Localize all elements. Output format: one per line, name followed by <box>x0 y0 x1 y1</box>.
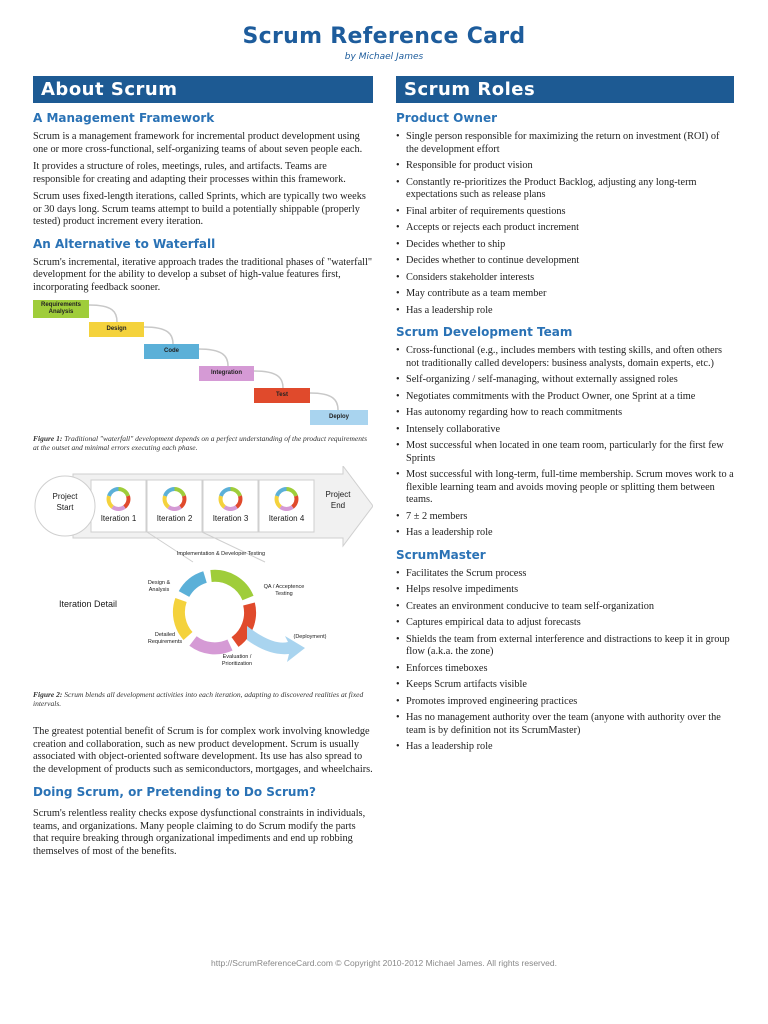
figure-1-text: Traditional "waterfall" development depends on a perfect understanding of the product requirements at the outset and minimal errors executing each phase. <box>33 434 367 452</box>
waterfall-heading: An Alternative to Waterfall <box>33 236 216 251</box>
footer-copyright: http://ScrumReferenceCard.com © Copyright 2010-2012 Michael James. All rights reserved. <box>211 958 557 968</box>
project-end-label: Project End <box>325 490 351 510</box>
figure-2-label: Figure 2: <box>33 690 63 699</box>
cycle-label-deployment: (Deployment) <box>293 634 327 640</box>
list-item: • Single person responsible for maximizing the return on investment (ROI) of the development effort <box>396 131 734 156</box>
list-item: • Considers stakeholder interests <box>396 272 734 285</box>
product-owner-heading: Product Owner <box>396 111 498 125</box>
cycle-label-design: Design & Analysis <box>147 580 171 593</box>
about-scrum-banner: About Scrum <box>33 76 373 103</box>
list-item: • Has autonomy regarding how to reach commitments <box>396 407 734 420</box>
figure-2-caption <box>33 690 373 708</box>
list-item: • May contribute as a team member <box>396 288 734 301</box>
paragraph: It provides a structure of roles, meetings, rules, and artifacts. Teams are responsible for creating and adapting their processes within this framework. <box>33 161 346 185</box>
paragraph: Scrum uses fixed-length iterations, called Sprints, which are typically two weeks or 30 days long. Scrum teams attempt to build a potentially shippable (properly tested) product increment every iteration. <box>33 191 366 227</box>
waterfall-step-integration: Integration <box>199 366 254 381</box>
iteration-3-label: Iteration 3 <box>212 514 249 523</box>
list-item: • Captures empirical data to adjust forecasts <box>396 617 734 630</box>
list-item: • Promotes improved engineering practices <box>396 696 734 709</box>
waterfall-step-deploy: Deploy <box>310 410 368 425</box>
list-item: • Negotiates commitments with the Product Owner, one Sprint at a time <box>396 391 734 404</box>
list-item: • Self-organizing / self-managing, without externally assigned roles <box>396 374 734 387</box>
list-item: • Most successful when located in one team room, particularly for the first few Sprints <box>396 440 734 465</box>
development-team-list <box>396 345 734 540</box>
list-item: • Helps resolve impediments <box>396 584 734 597</box>
doing-scrum-heading: Doing Scrum, or Pretending to Do Scrum? <box>33 785 316 799</box>
cycle-label-qa: QA / Acceptence Testing <box>263 584 305 597</box>
list-item: • 7 ± 2 members <box>396 511 734 524</box>
list-item: • Enforces timeboxes <box>396 663 734 676</box>
list-item: • Cross-functional (e.g., includes members with testing skills, and often others not traditionally called developers: business analysts, domain experts, etc.) <box>396 345 734 370</box>
figure-2-text: Scrum blends all development activities into each iteration, adapting to discovered realities at fixed intervals. <box>33 690 364 708</box>
scrummaster-list <box>396 568 734 754</box>
iteration-1-label: Iteration 1 <box>100 514 137 523</box>
waterfall-step-requirements: Requirements Analysis <box>33 300 89 318</box>
management-framework-heading: A Management Framework <box>33 111 215 125</box>
waterfall-step-design: Design <box>89 322 144 337</box>
development-team-heading: Scrum Development Team <box>396 325 573 339</box>
waterfall-figure <box>33 300 373 428</box>
list-item: • Creates an environment conducive to team self-organization <box>396 601 734 614</box>
list-item: • Decides whether to ship <box>396 239 734 252</box>
list-item: • Has a leadership role <box>396 741 734 754</box>
figure-1-label: Figure 1: <box>33 434 63 443</box>
list-item: • Decides whether to continue development <box>396 255 734 268</box>
iterative-figure <box>33 466 373 688</box>
scrum-roles-column <box>396 76 734 758</box>
page-title: Scrum Reference Card <box>242 24 526 49</box>
list-item: • Has a leadership role <box>396 527 734 540</box>
product-owner-list <box>396 131 734 317</box>
list-item: • Has a leadership role <box>396 305 734 318</box>
list-item: • Shields the team from external interference and distractions to keep it in group flow (a.k.a. the zone) <box>396 634 734 659</box>
scrum-roles-banner: Scrum Roles <box>396 76 734 103</box>
list-item: • Has no management authority over the team (anyone with authority over the team is by definition not its ScrumMaster) <box>396 712 734 737</box>
paragraph: Scrum is a management framework for incremental product development using one or more cross-functional, self-organizing teams of about seven people each. <box>33 131 363 155</box>
list-item: • Constantly re-prioritizes the Product Backlog, adjusting any long-term expectations such as release plans <box>396 177 734 202</box>
byline: by Michael James <box>344 52 424 62</box>
paragraph: The greatest potential benefit of Scrum is for complex work involving knowledge creation and collaboration, such as new product development. Scrum is usually associated with object-oriented software development. Its use has also spread to the development of products such as semiconductors, mortgages, and wheelchairs. <box>33 726 373 775</box>
waterfall-arrows <box>33 300 373 428</box>
cycle-label-requirements: Detailed Requirements <box>147 632 183 645</box>
list-item: • Accepts or rejects each product increment <box>396 222 734 235</box>
waterfall-step-test: Test <box>254 388 310 403</box>
figure-1-caption <box>33 434 373 452</box>
cycle-label-implementation: Implementation & Developer Testing <box>176 551 266 557</box>
list-item: • Facilitates the Scrum process <box>396 568 734 581</box>
iteration-2-label: Iteration 2 <box>156 514 193 523</box>
list-item: • Intensely collaborative <box>396 424 734 437</box>
waterfall-step-code: Code <box>144 344 199 359</box>
list-item: • Keeps Scrum artifacts visible <box>396 679 734 692</box>
list-item: • Responsible for product vision <box>396 160 734 173</box>
cycle-label-evaluation: Evaluation / Prioritization <box>221 654 253 667</box>
project-start-label: Project Start <box>52 492 78 512</box>
iteration-4-label: Iteration 4 <box>268 514 305 523</box>
paragraph: Scrum's relentless reality checks expose dysfunctional constraints in individuals, teams, and organizations. Many people claiming to do Scrum modify the parts that require breaking through organizational impediments and end up robbing themselves of most of the benefits. <box>33 808 366 857</box>
list-item: • Final arbiter of requirements questions <box>396 206 734 219</box>
paragraph: Scrum's incremental, iterative approach trades the traditional phases of "waterfall" development for the ability to develop a subset of high-value features first, incorporating feedback sooner. <box>33 256 373 293</box>
list-item: • Most successful with long-term, full-time membership. Scrum moves work to a flexible learning team and avoids moving people or splitting them between teams. <box>396 469 734 507</box>
scrummaster-heading: ScrumMaster <box>396 547 486 562</box>
iteration-detail-label: Iteration Detail <box>59 599 118 609</box>
about-scrum-column <box>33 76 373 858</box>
